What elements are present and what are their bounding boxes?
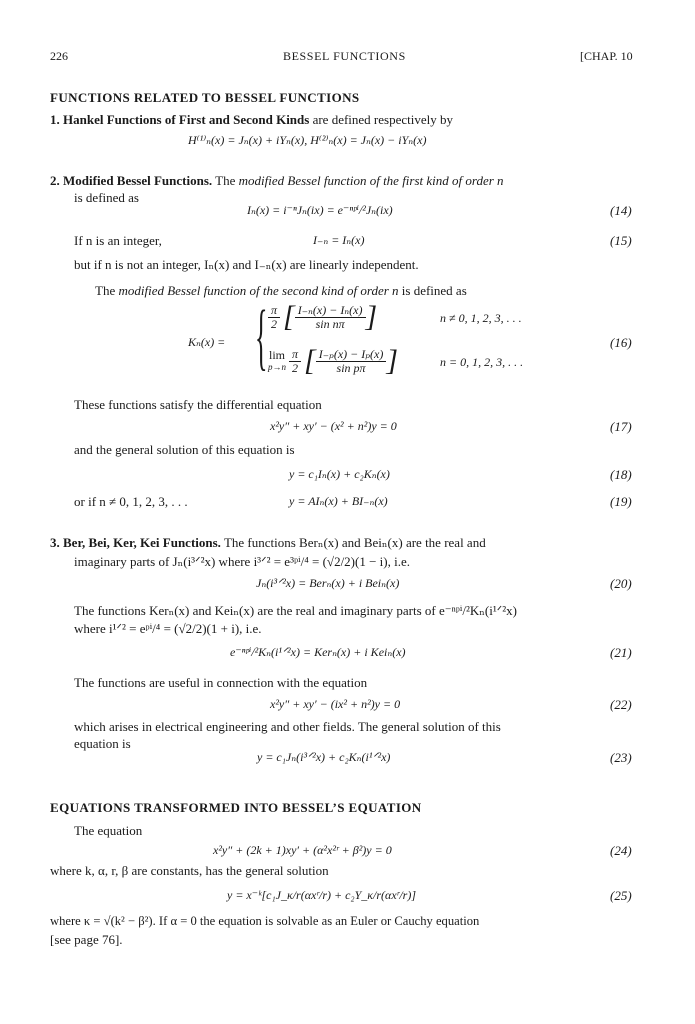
item-2-title: Modified Bessel Functions. — [63, 173, 213, 188]
pi-b: π — [289, 348, 301, 362]
equation-17-number: (17) — [610, 419, 632, 434]
frac-case-1 — [295, 304, 366, 331]
item-3-line-1: The functions Berₙ(x) and Beiₙ(x) are the real and — [223, 535, 486, 550]
equation-24-number: (24) — [610, 843, 632, 858]
item-1-text: are defined respectively by — [309, 112, 453, 127]
arises-line-1: which arises in electrical engineering and other fields. The general solution of this — [74, 719, 501, 734]
hankel-equation: H⁽¹⁾ₙ(x) = Jₙ(x) + iYₙ(x), H⁽²⁾ₙ(x) = Jₙ(x) − iYₙ(x) — [188, 133, 427, 147]
frac-case-2-den: sin pπ — [336, 360, 366, 375]
equation-14: Iₙ(x) = i⁻ⁿJₙ(ix) = e⁻ⁿᵖⁱ/²Jₙ(ix) — [247, 203, 393, 217]
lim-text: lim — [268, 348, 285, 362]
equation-17: x²y″ + xy′ − (x² + n²)y = 0 — [270, 419, 397, 433]
useful-text: The functions are useful in connection with the equation — [74, 675, 368, 690]
general-solution-text: and the general solution of this equation is — [74, 442, 295, 457]
independence-text: but if n is not an integer, Iₙ(x) and I₋ₙ(x) are linearly independent. — [74, 257, 419, 272]
frac-case-1-num: I₋ₙ(x) − Iₙ(x) — [295, 304, 366, 318]
equation-20: Jₙ(i³ᐟ²x) = Berₙ(x) + i Beiₙ(x) — [256, 576, 400, 590]
equation-23: y = c₁Jₙ(i³ᐟ²x) + c₂Kₙ(i¹ᐟ²x) — [257, 750, 391, 764]
arises-line-2: equation is — [74, 736, 131, 751]
chapter-label: [CHAP. 10 — [580, 49, 633, 63]
page-number: 226 — [50, 49, 68, 63]
equation-15-number: (15) — [610, 233, 632, 248]
bracket-close-b: ] — [386, 344, 399, 377]
diff-eq-text: These functions satisfy the differential equation — [74, 397, 322, 412]
k-lhs: Kₙ(x) = — [188, 335, 226, 349]
item-3-line-3: The functions Kerₙ(x) and Keiₙ(x) are the real and imaginary parts of e⁻ⁿᵖⁱ/²Kₙ(i¹ᐟ²x) — [74, 603, 517, 618]
running-title: BESSEL FUNCTIONS — [283, 49, 406, 63]
equation-16-number: (16) — [610, 335, 632, 350]
equation-22-number: (22) — [610, 697, 632, 712]
equation-18: y = c₁Iₙ(x) + c₂Kₙ(x) — [289, 467, 390, 481]
item-2-text-a: The — [215, 173, 239, 188]
frac-case-2 — [316, 348, 387, 375]
frac-case-1-den: sin nπ — [315, 316, 345, 331]
limit-op — [268, 349, 286, 373]
k-case-2-condition: n = 0, 1, 2, 3, . . . — [440, 355, 524, 369]
equation-25: y = x⁻ᵏ[c₁J_κ/r(αxʳ/r) + c₂Y_κ/r(αxʳ/r)] — [227, 888, 416, 902]
equation-intro: The equation — [74, 823, 143, 838]
equation-25-number: (25) — [610, 888, 632, 903]
frac-case-2-num: I₋ₚ(x) − Iₚ(x) — [316, 348, 387, 362]
equation-19-number: (19) — [610, 494, 632, 509]
item-3-line-4: where i¹ᐟ² = eᵖⁱ/⁴ = (√2/2)(1 + i), i.e. — [74, 621, 262, 636]
equation-24: x²y″ + (2k + 1)xy′ + (α²x²ʳ + β²)y = 0 — [213, 843, 392, 857]
two-b: 2 — [292, 360, 298, 375]
pi-a: π — [268, 304, 280, 318]
where-constants-text: where k, α, r, β are constants, has the general solution — [50, 863, 329, 878]
item-2-line — [50, 173, 504, 189]
equation-23-number: (23) — [610, 750, 632, 765]
equation-21-number: (21) — [610, 645, 632, 660]
or-if-text: or if n ≠ 0, 1, 2, 3, . . . — [74, 494, 188, 509]
section-heading-related: FUNCTIONS RELATED TO BESSEL FUNCTIONS — [50, 90, 360, 105]
pi-over-2-a — [268, 304, 280, 331]
item-1-title: Hankel Functions of First and Second Kinds — [63, 112, 310, 127]
second-kind-text-b: modified Bessel function of the second kind of order n — [118, 283, 399, 298]
equation-18-number: (18) — [610, 467, 632, 482]
equation-21: e⁻ⁿᵖⁱ/²Kₙ(i¹ᐟ²x) = Kerₙ(x) + i Keiₙ(x) — [230, 645, 406, 659]
item-2-text-c: is defined as — [74, 190, 139, 205]
second-kind-text-c: is defined as — [398, 283, 467, 298]
section-heading-transformed: EQUATIONS TRANSFORMED INTO BESSEL’S EQUATION — [50, 800, 422, 815]
item-3-number: 3. — [50, 535, 60, 550]
item-2-number: 2. — [50, 173, 60, 188]
equation-19: y = AIₙ(x) + BI₋ₙ(x) — [289, 494, 388, 508]
left-brace: { — [255, 296, 268, 378]
pi-over-2-b — [289, 348, 301, 375]
equation-15: I₋ₙ = Iₙ(x) — [313, 233, 365, 247]
equation-20-number: (20) — [610, 576, 632, 591]
bracket-open-b: [ — [304, 344, 316, 377]
final-line-2: [see page 76]. — [50, 932, 123, 947]
item-3-line — [50, 535, 486, 551]
k-case-1 — [268, 302, 377, 332]
bracket-open-a: [ — [283, 300, 295, 333]
two-a: 2 — [271, 316, 277, 331]
item-2-text-b: modified Bessel function of the first kind of order n — [238, 173, 504, 188]
item-1-line — [50, 112, 453, 128]
final-line-1: where κ = √(k² − β²). If α = 0 the equation is solvable as an Euler or Cauchy equation — [50, 914, 480, 928]
bracket-close-a: ] — [365, 300, 378, 333]
equation-22: x²y″ + xy′ − (ix² + n²)y = 0 — [270, 697, 401, 711]
item-1-number: 1. — [50, 112, 60, 127]
item-3-line-2: imaginary parts of Jₙ(i³ᐟ²x) where i³ᐟ² = e³ᵖⁱ/⁴ = (√2/2)(1 − i), i.e. — [74, 554, 410, 569]
item-3-title: Ber, Bei, Ker, Kei Functions. — [63, 535, 221, 550]
second-kind-text-a: The — [95, 283, 119, 298]
integer-condition: If n is an integer, — [74, 233, 162, 248]
lim-sub: p→n — [268, 362, 286, 372]
k-case-1-condition: n ≠ 0, 1, 2, 3, . . . — [440, 311, 522, 325]
second-kind-line — [95, 283, 467, 299]
equation-14-number: (14) — [610, 203, 632, 218]
k-case-2 — [268, 346, 398, 376]
